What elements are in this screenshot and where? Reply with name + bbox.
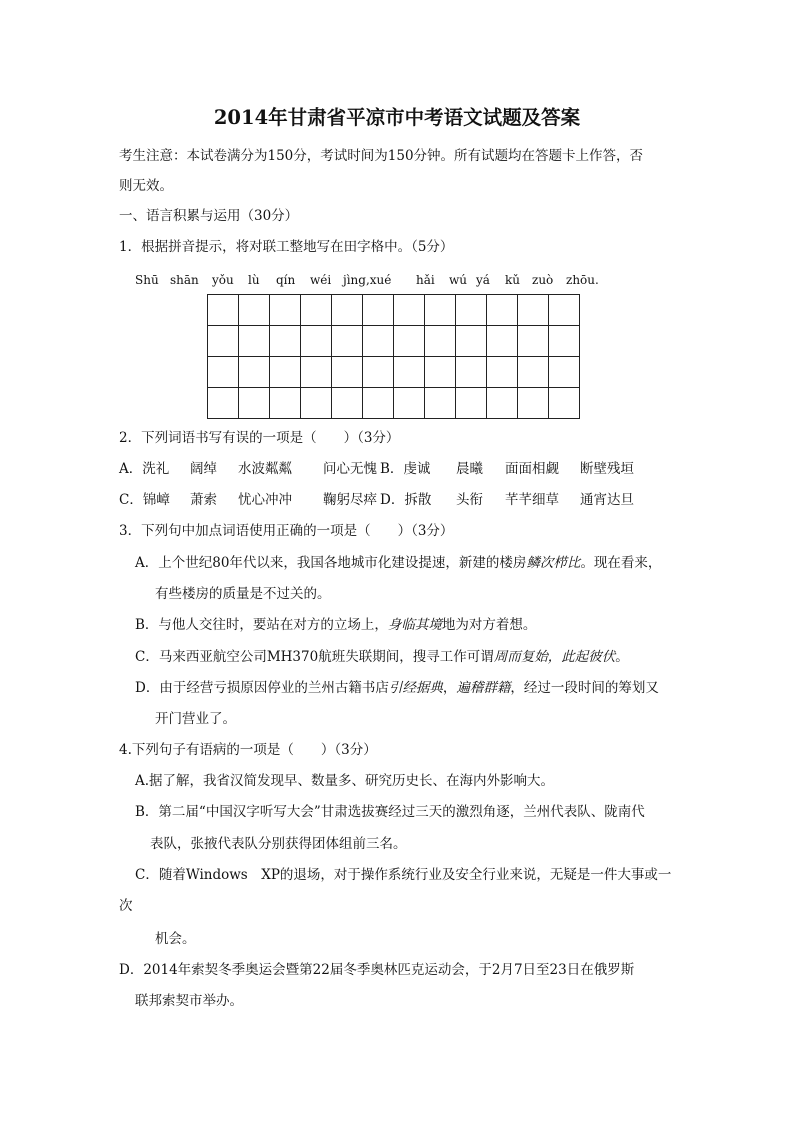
option-d-word: 芊芊细草 (505, 492, 559, 508)
option-c-word: 鞠躬尽瘁 (323, 492, 377, 508)
grid-row (208, 357, 580, 388)
question-4-option-c-cont2: 机会。 (155, 931, 196, 947)
option-d-word: D．拆散 (380, 492, 432, 508)
grid-cell[interactable] (487, 357, 518, 388)
grid-cell[interactable] (518, 295, 549, 326)
question-3-option-d (135, 678, 659, 698)
pinyin-syllable: yǒu (212, 273, 234, 287)
grid-cell[interactable] (549, 357, 580, 388)
grid-cell[interactable] (301, 357, 332, 388)
grid-cell[interactable] (425, 326, 456, 357)
grid-cell[interactable] (487, 326, 518, 357)
grid-cell[interactable] (425, 295, 456, 326)
grid-cell[interactable] (332, 357, 363, 388)
grid-cell[interactable] (301, 326, 332, 357)
grid-cell[interactable] (363, 357, 394, 388)
question-4-option-d-cont: 联邦索契市举办。 (135, 993, 243, 1009)
grid-cell[interactable] (301, 295, 332, 326)
question-2-options-cd (0, 490, 794, 510)
question-4-option-c-cont: 次 (119, 898, 133, 914)
grid-cell[interactable] (208, 388, 239, 419)
option-c-word: 萧索 (190, 492, 217, 508)
option-d-word: 通宵达旦 (580, 492, 634, 508)
option-text: ， (442, 680, 457, 696)
option-a-word: 问心无愧 (323, 461, 377, 477)
section-1-heading: 一、语言积累与运用（30分） (119, 208, 299, 224)
grid-cell[interactable] (394, 388, 425, 419)
grid-cell[interactable] (425, 357, 456, 388)
option-text: B．与他人交往时，要站在对方的立场上， (135, 617, 388, 633)
grid-cell[interactable] (270, 357, 301, 388)
grid-cell[interactable] (394, 295, 425, 326)
grid-cell[interactable] (518, 357, 549, 388)
option-b-word: 断壁残垣 (580, 461, 634, 477)
option-a-word: 阔绰 (190, 461, 217, 477)
emphasized-term: 周而复始，此起彼伏 (493, 649, 616, 665)
option-text: 地为对方着想。 (441, 617, 537, 633)
question-1-stem: 1．根据拼音提示，将对联工整地写在田字格中。（5分） (119, 239, 454, 255)
grid-cell[interactable] (363, 388, 394, 419)
grid-cell[interactable] (456, 295, 487, 326)
grid-cell[interactable] (487, 388, 518, 419)
option-b-word: B．虔诚 (380, 461, 431, 477)
question-4-option-b: B．第二届“中国汉字听写大会”甘肃选拔赛经过三天的激烈角逐，兰州代表队、陇南代 (135, 804, 645, 820)
option-b-word: 面面相觑 (505, 461, 559, 477)
grid-row (208, 388, 580, 419)
emphasized-term: 鳞次栉比 (526, 555, 581, 571)
option-text: 。现在看来， (580, 555, 662, 571)
option-text: A．上个世纪80年代以来，我国各地城市化建设提速，新建的楼房 (135, 555, 527, 571)
pinyin-syllable: lù (248, 273, 260, 287)
grid-cell[interactable] (456, 326, 487, 357)
option-text: C．马来西亚航空公司MH370航班失联期间，搜寻工作可谓 (135, 649, 494, 665)
notice-line-1: 考生注意：本试卷满分为150分，考试时间为150分钟。所有试题均在答题卡上作答，否 (119, 148, 644, 164)
grid-cell[interactable] (332, 326, 363, 357)
grid-cell[interactable] (208, 326, 239, 357)
option-c-word: C．锦嶂 (119, 492, 170, 508)
option-text: ，经过一段时间的筹划又 (510, 680, 659, 696)
grid-row (208, 295, 580, 326)
pinyin-syllable: hǎi (416, 273, 435, 287)
emphasized-term: 身临其境 (387, 617, 442, 633)
grid-cell[interactable] (394, 326, 425, 357)
question-3-stem: 3．下列句中加点词语使用正确的一项是（ ）（3分） (119, 523, 454, 539)
question-3-option-b (135, 615, 536, 635)
option-b-word: 晨曦 (456, 461, 483, 477)
question-2-stem: 2．下列词语书写有误的一项是（ ）（3分） (119, 430, 400, 446)
pinyin-syllable: qín (276, 273, 296, 287)
pinyin-syllable: jìng,xué (343, 273, 392, 287)
notice-line-2: 则无效。 (119, 178, 173, 194)
grid-cell[interactable] (332, 388, 363, 419)
grid-cell[interactable] (456, 388, 487, 419)
pinyin-syllable: shān (170, 273, 199, 287)
grid-cell[interactable] (239, 295, 270, 326)
emphasized-term: 引经据典 (388, 680, 443, 696)
option-d-word: 头衔 (456, 492, 483, 508)
pinyin-syllable: yá (476, 273, 490, 287)
grid-cell[interactable] (363, 326, 394, 357)
grid-cell[interactable] (239, 388, 270, 419)
grid-cell[interactable] (301, 388, 332, 419)
grid-cell[interactable] (239, 326, 270, 357)
grid-cell[interactable] (518, 326, 549, 357)
question-4-option-a: A.据了解，我省汉简发现早、数量多、研究历史长、在海内外影响大。 (135, 773, 555, 789)
question-2-options-ab (0, 459, 794, 479)
grid-cell[interactable] (363, 295, 394, 326)
question-4-option-d: D．2014年索契冬季奥运会暨第22届冬季奥林匹克运动会，于2月7日至23日在俄罗斯 (119, 962, 635, 978)
option-text: 。 (615, 649, 629, 665)
grid-cell[interactable] (518, 388, 549, 419)
option-text: D．由于经营亏损原因停业的兰州古籍书店 (135, 680, 389, 696)
grid-cell[interactable] (549, 326, 580, 357)
pinyin-syllable: zhōu. (566, 273, 599, 287)
question-4-option-c: C．随着Windows XP的退场，对于操作系统行业及安全行业来说，无疑是一件大事或一 (135, 867, 672, 883)
question-3-option-d-cont: 开门营业了。 (155, 711, 236, 727)
pinyin-syllable: Shū (135, 273, 159, 287)
option-a-word: A．洗礼 (119, 461, 170, 477)
grid-cell[interactable] (456, 357, 487, 388)
page-title: 2014年甘肃省平凉市中考语文试题及答案 (213, 106, 581, 129)
pinyin-syllable: wéi (310, 273, 332, 287)
grid-cell[interactable] (270, 388, 301, 419)
grid-cell[interactable] (549, 295, 580, 326)
question-3-option-c (135, 647, 629, 667)
question-3-option-a (135, 553, 661, 573)
grid-row (208, 326, 580, 357)
grid-cell[interactable] (425, 388, 456, 419)
question-4-stem: 4.下列句子有语病的一项是（ ）（3分） (119, 742, 377, 758)
grid-cell[interactable] (549, 388, 580, 419)
emphasized-term: 遍稽群籍 (456, 680, 511, 696)
pinyin-syllable: wú (449, 273, 467, 287)
grid-cell[interactable] (239, 357, 270, 388)
grid-cell[interactable] (332, 295, 363, 326)
writing-grid[interactable] (207, 294, 580, 419)
grid-cell[interactable] (487, 295, 518, 326)
grid-cell[interactable] (208, 295, 239, 326)
grid-cell[interactable] (208, 357, 239, 388)
grid-cell[interactable] (270, 326, 301, 357)
question-4-option-b-cont: 表队，张掖代表队分别获得团体组前三名。 (150, 836, 407, 852)
pinyin-syllable: kǔ (505, 273, 520, 287)
option-c-word: 忧心冲冲 (238, 492, 292, 508)
option-a-word: 水波粼粼 (238, 461, 292, 477)
grid-cell[interactable] (394, 357, 425, 388)
grid-cell[interactable] (270, 295, 301, 326)
pinyin-syllable: zuò (532, 273, 554, 287)
question-3-option-a-cont: 有些楼房的质量是不过关的。 (155, 586, 331, 602)
